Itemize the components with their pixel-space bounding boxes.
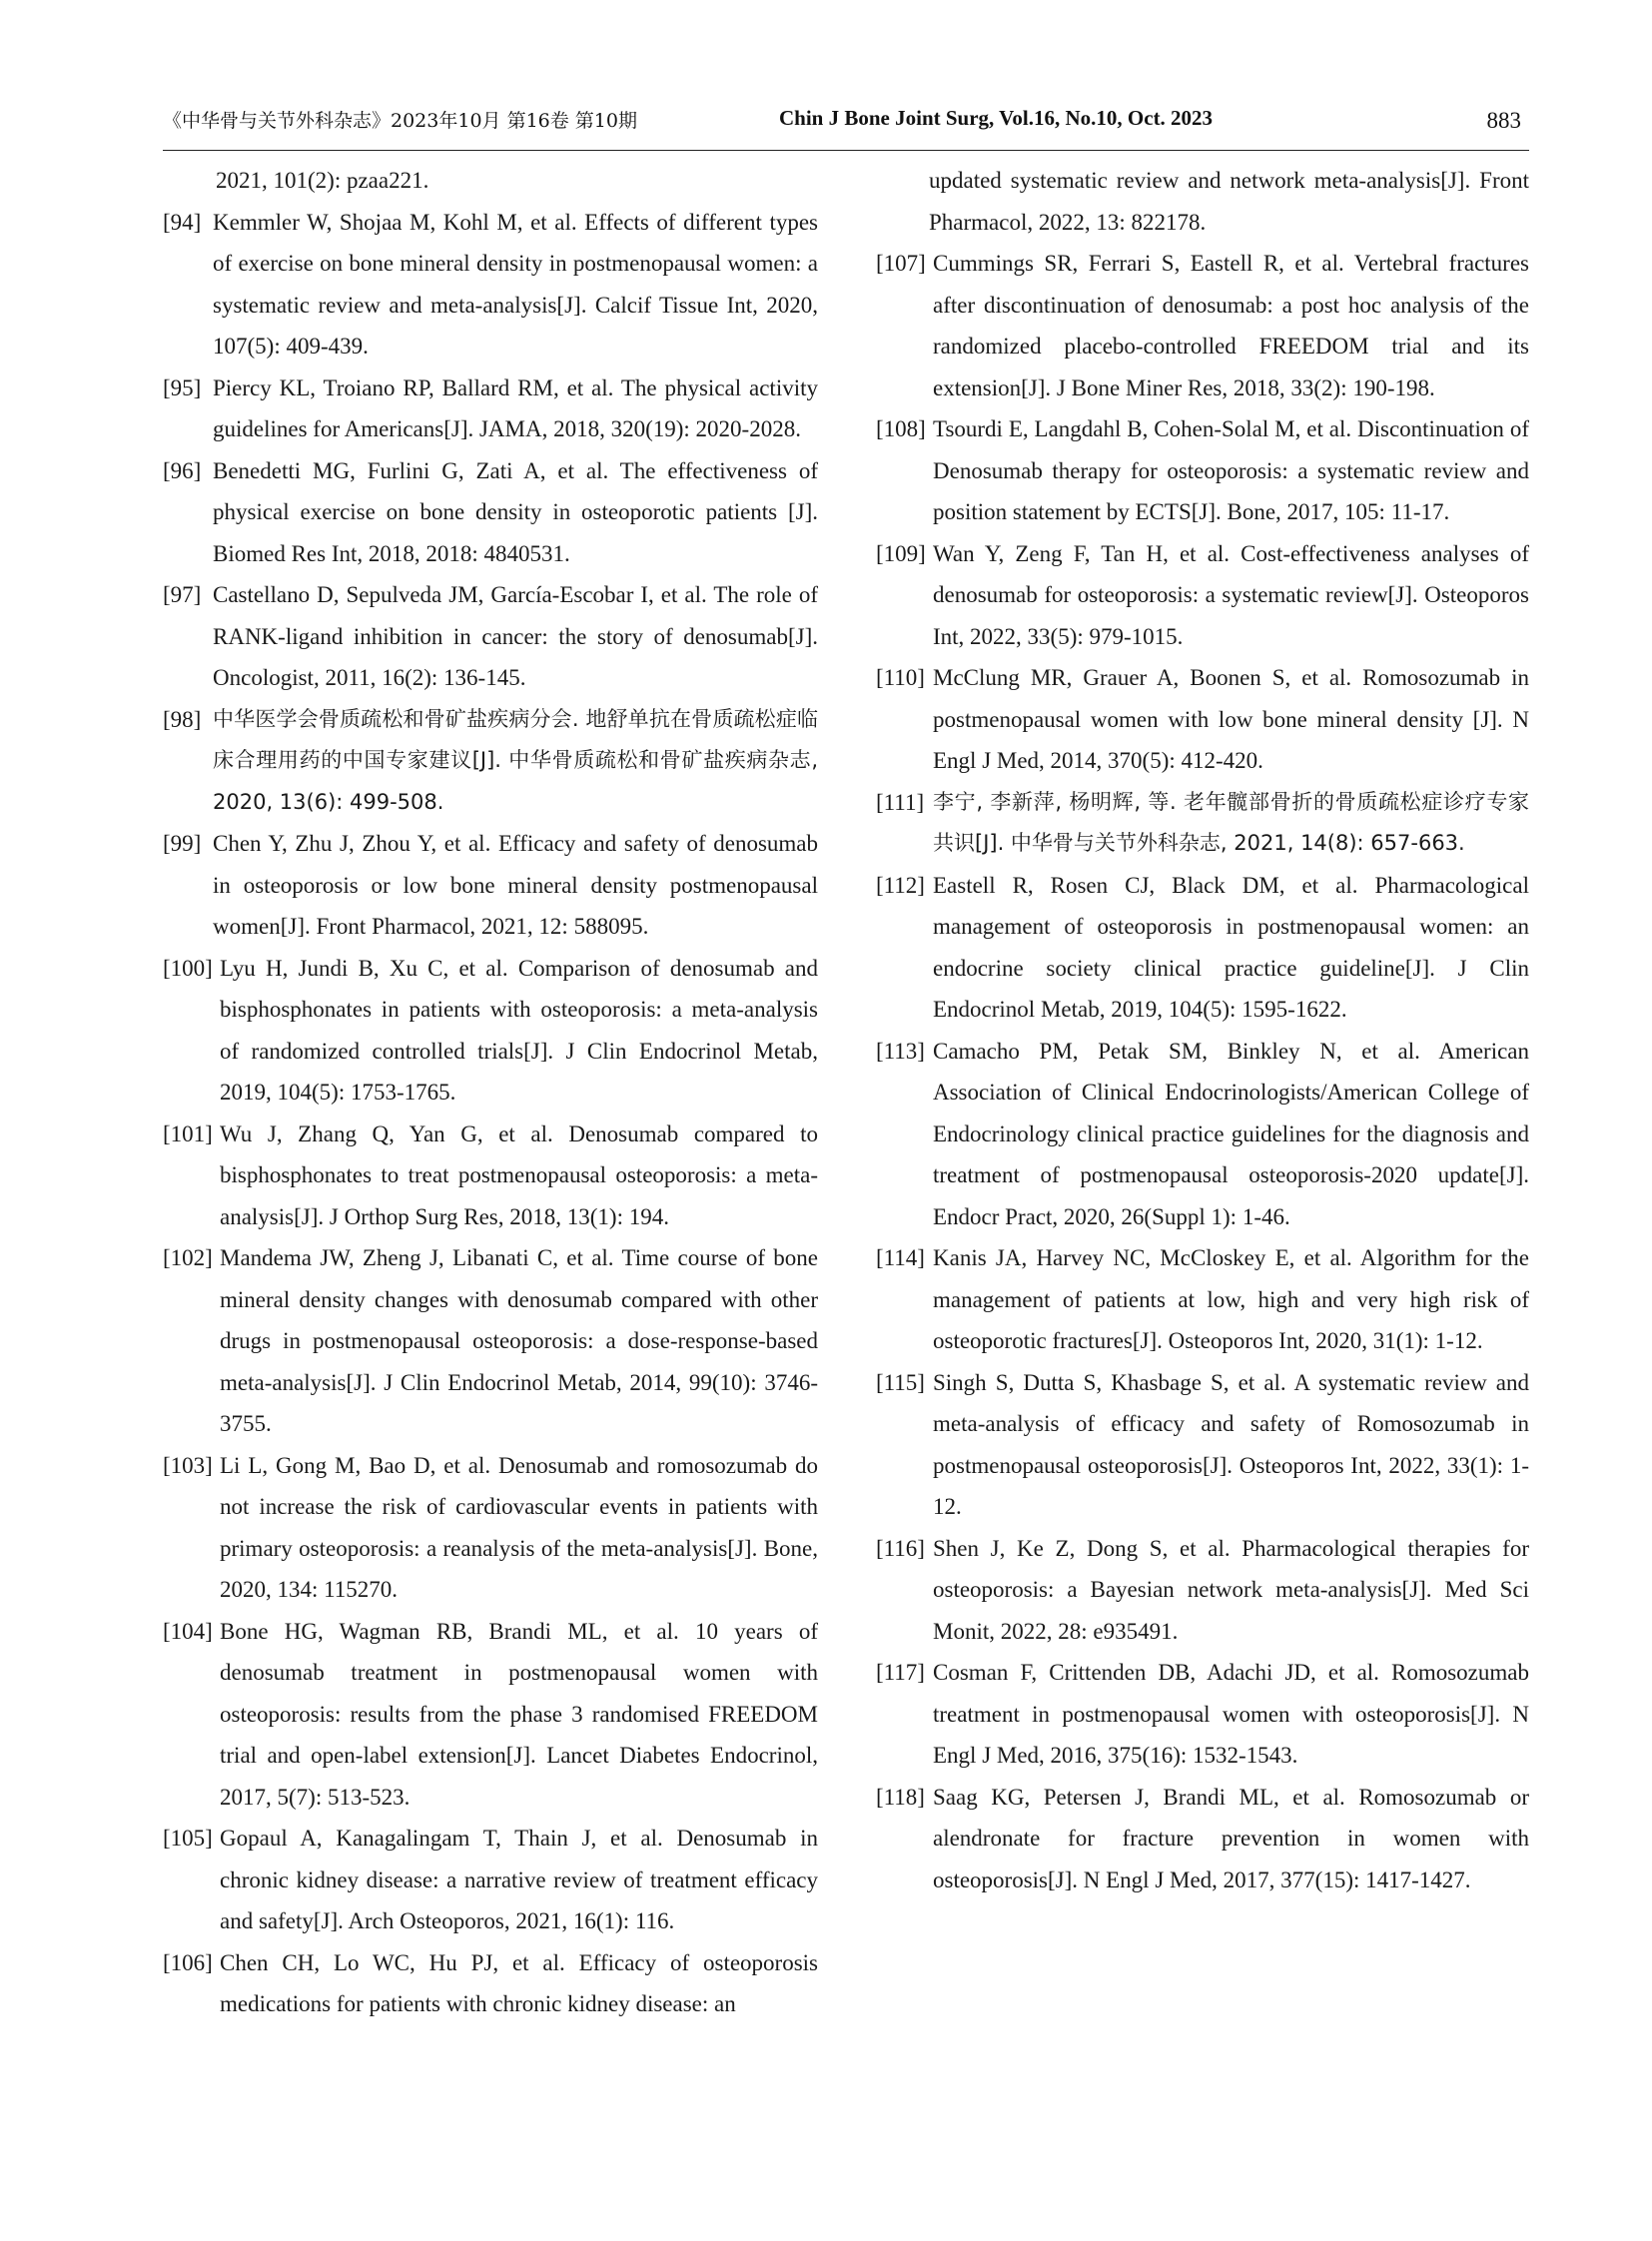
journal-title-en: Chin J Bone Joint Surg, Vol.16, No.10, Oct. 2023 bbox=[779, 106, 1214, 130]
reference-number: [102] bbox=[163, 1245, 213, 1270]
reference-item bbox=[163, 823, 818, 948]
reference-text: Chen Y, Zhu J, Zhou Y, et al. Efficacy and safety of denosumab in osteoporosis or low bone mineral density postmenopausal women[J]. Front Pharmacol, 2021, 12: 588095. bbox=[213, 831, 818, 939]
reference-text: Wu J, Zhang Q, Yan G, et al. Denosumab compared to bisphosphonates to treat postmenopausal osteoporosis: a meta-analysis[J]. J Orthop Surg Res, 2018, 13(1): 194. bbox=[220, 1120, 818, 1229]
reference-item bbox=[876, 1237, 1529, 1362]
reference-item bbox=[163, 1942, 818, 2025]
reference-text: Kanis JA, Harvey NC, McCloskey E, et al. Algorithm for the management of patients at low, high and very high risk of osteoporotic fractures[J]. Osteoporos Int, 2020, 31(1): 1-12. bbox=[933, 1245, 1529, 1353]
reference-item bbox=[876, 865, 1529, 1031]
reference-text: Cummings SR, Ferrari S, Eastell R, et al. Vertebral fractures after discontinuation of denosumab: a post hoc analysis of the randomized placebo-controlled FREEDOM trial and its extension[J]. J Bone Miner Res, 2018, 33(2): 190-198. bbox=[933, 251, 1529, 400]
reference-number: [98] bbox=[163, 706, 202, 732]
reference-text: Kemmler W, Shojaa M, Kohl M, et al. Effects of different types of exercise on bone mineral density in postmenopausal women: a systematic review and meta-analysis[J]. Calcif Tissue Int, 2020, 107(5): 409-439. bbox=[213, 209, 818, 359]
reference-number: [95] bbox=[163, 374, 202, 400]
reference-item bbox=[163, 574, 818, 699]
reference-item bbox=[163, 450, 818, 575]
reference-number: [112] bbox=[876, 872, 925, 898]
reference-number: [113] bbox=[876, 1038, 925, 1064]
reference-item bbox=[163, 699, 818, 824]
reference-number: [110] bbox=[876, 665, 925, 690]
reference-text: 中华医学会骨质疏松和骨矿盐疾病分会. 地舒单抗在骨质疏松症临床合理用药的中国专家建议[J]. 中华骨质疏松和骨矿盐疾病杂志, 2020, 13(6): 499-508. bbox=[213, 706, 818, 814]
reference-number: [99] bbox=[163, 831, 202, 856]
reference-text: Chen CH, Lo WC, Hu PJ, et al. Efficacy of osteoporosis medications for patients with chronic kidney disease: an bbox=[220, 1949, 818, 2016]
reference-text: Mandema JW, Zheng J, Libanati C, et al. Time course of bone mineral density changes with denosumab compared with other drugs in postmenopausal osteoporosis: a dose-response-based meta-analysis[J]. J Clin Endocrinol Metab, 2014, 99(10): 3746-3755. bbox=[220, 1245, 818, 1436]
reference-number: [116] bbox=[876, 1535, 925, 1561]
reference-number: [108] bbox=[876, 416, 926, 441]
reference-text: Eastell R, Rosen CJ, Black DM, et al. Pharmacological management of osteoporosis in postmenopausal women: an endocrine society clinical practice guideline[J]. J Clin Endocrinol Metab, 2019, 104(5): 1595-1622. bbox=[933, 872, 1529, 1022]
reference-item bbox=[876, 1031, 1529, 1238]
reference-item bbox=[876, 1777, 1529, 1901]
reference-text: Wan Y, Zeng F, Tan H, et al. Cost-effectiveness analyses of denosumab for osteoporosis: a systematic review[J]. Osteoporos Int, 2022, 33(5): 979-1015. bbox=[933, 540, 1529, 649]
reference-text: Castellano D, Sepulveda JM, García-Escobar I, et al. The role of RANK-ligand inhibition in cancer: the story of denosumab[J]. Oncologist, 2011, 16(2): 136-145. bbox=[213, 582, 818, 690]
reference-number: [106] bbox=[163, 1949, 213, 1975]
reference-number: [94] bbox=[163, 209, 202, 235]
journal-title-cn: 《中华骨与关节外科杂志》2023年10月 第16卷 第10期 bbox=[163, 110, 637, 132]
right-column bbox=[876, 160, 1529, 1900]
reference-item bbox=[876, 1652, 1529, 1777]
reference-number: [97] bbox=[163, 582, 202, 607]
reference-item bbox=[163, 368, 818, 450]
reference-text: Bone HG, Wagman RB, Brandi ML, et al. 10 years of denosumab treatment in postmenopausal women with osteoporosis: results from the phase 3 randomised FREEDOM trial and open-label extension[J]. Lancet Diabetes Endocrinol, 2017, 5(7): 513-523. bbox=[220, 1618, 818, 1810]
reference-item bbox=[163, 948, 818, 1114]
reference-continuation bbox=[876, 160, 1529, 243]
reference-item bbox=[163, 1237, 818, 1445]
reference-number: [109] bbox=[876, 540, 926, 566]
reference-item bbox=[163, 1611, 818, 1819]
reference-number: [114] bbox=[876, 1245, 925, 1270]
reference-list-right bbox=[876, 243, 1529, 1900]
reference-item bbox=[163, 1445, 818, 1611]
reference-item bbox=[876, 782, 1529, 865]
reference-text: Lyu H, Jundi B, Xu C, et al. Comparison of denosumab and bisphosphonates in patients with osteoporosis: a meta-analysis of randomized controlled trials[J]. J Clin Endocrinol Metab, 2019, 104(5): 1753-1765. bbox=[220, 955, 818, 1105]
reference-text: Benedetti MG, Furlini G, Zati A, et al. The effectiveness of physical exercise on bone density in osteoporotic patients [J]. Biomed Res Int, 2018, 2018: 4840531. bbox=[213, 457, 818, 566]
reference-item bbox=[163, 1114, 818, 1238]
reference-text: Saag KG, Petersen J, Brandi ML, et al. Romosozumab or alendronate for fracture prevention in women with osteoporosis[J]. N Engl J Med, 2017, 377(15): 1417-1427. bbox=[933, 1784, 1529, 1892]
reference-number: [105] bbox=[163, 1826, 213, 1851]
reference-number: [101] bbox=[163, 1120, 213, 1146]
reference-item bbox=[163, 1818, 818, 1942]
reference-item bbox=[876, 243, 1529, 408]
reference-number: [117] bbox=[876, 1660, 925, 1685]
reference-item bbox=[876, 533, 1529, 658]
reference-continuation bbox=[163, 160, 818, 202]
reference-item bbox=[876, 408, 1529, 533]
reference-item bbox=[876, 1528, 1529, 1653]
reference-number: [100] bbox=[163, 955, 213, 981]
reference-number: [96] bbox=[163, 457, 202, 483]
reference-item bbox=[163, 202, 818, 368]
reference-item bbox=[876, 1362, 1529, 1528]
reference-number: [111] bbox=[876, 789, 925, 815]
running-header bbox=[163, 100, 1529, 151]
page-number: 883 bbox=[1486, 108, 1521, 133]
reference-text: Cosman F, Crittenden DB, Adachi JD, et al. Romosozumab treatment in postmenopausal women with osteoporosis[J]. N Engl J Med, 2016, 375(16): 1532-1543. bbox=[933, 1660, 1529, 1768]
reference-number: [104] bbox=[163, 1618, 213, 1644]
reference-text: updated systematic review and network meta-analysis[J]. Front Pharmacol, 2022, 13: 822178. bbox=[929, 168, 1529, 235]
reference-text: Piercy KL, Troiano RP, Ballard RM, et al. The physical activity guidelines for Americans[J]. JAMA, 2018, 320(19): 2020-2028. bbox=[213, 374, 818, 441]
reference-number: [107] bbox=[876, 251, 926, 276]
reference-list-left bbox=[163, 202, 818, 2025]
reference-number: [103] bbox=[163, 1452, 213, 1478]
reference-text: Camacho PM, Petak SM, Binkley N, et al. American Association of Clinical Endocrinologists/American College of Endocrinology clinical practice guidelines for the diagnosis and treatment of postmenopausal osteoporosis-2020 update[J]. Endocr Pract, 2020, 26(Suppl 1): 1-46. bbox=[933, 1038, 1529, 1229]
reference-item bbox=[876, 657, 1529, 782]
reference-number: [115] bbox=[876, 1369, 925, 1395]
left-column bbox=[163, 160, 818, 2025]
reference-text: Tsourdi E, Langdahl B, Cohen-Solal M, et al. Discontinuation of Denosumab therapy for osteoporosis: a systematic review and position statement by ECTS[J]. Bone, 2017, 105: 11-17. bbox=[933, 416, 1529, 524]
reference-text: 李宁, 李新萍, 杨明辉, 等. 老年髋部骨折的骨质疏松症诊疗专家共识[J]. 中华骨与关节外科杂志, 2021, 14(8): 657-663. bbox=[933, 789, 1529, 855]
reference-text: Shen J, Ke Z, Dong S, et al. Pharmacological therapies for osteoporosis: a Bayesian network meta-analysis[J]. Med Sci Monit, 2022, 28: e935491. bbox=[933, 1535, 1529, 1644]
reference-number: [118] bbox=[876, 1784, 925, 1810]
reference-text: Gopaul A, Kanagalingam T, Thain J, et al. Denosumab in chronic kidney disease: a narrative review of treatment efficacy and safety[J]. Arch Osteoporos, 2021, 16(1): 116. bbox=[220, 1826, 818, 1933]
reference-text: 2021, 101(2): pzaa221. bbox=[216, 168, 429, 193]
reference-text: Singh S, Dutta S, Khasbage S, et al. A systematic review and meta-analysis of efficacy and safety of Romosozumab in postmenopausal osteoporosis[J]. Osteoporos Int, 2022, 33(1): 1-12. bbox=[933, 1369, 1529, 1519]
reference-text: Li L, Gong M, Bao D, et al. Denosumab and romosozumab do not increase the risk of cardiovascular events in patients with primary osteoporosis: a reanalysis of the meta-analysis[J]. Bone, 2020, 134: 115270. bbox=[220, 1452, 818, 1602]
reference-text: McClung MR, Grauer A, Boonen S, et al. Romosozumab in postmenopausal women with low bone mineral density [J]. N Engl J Med, 2014, 370(5): 412-420. bbox=[933, 665, 1529, 773]
